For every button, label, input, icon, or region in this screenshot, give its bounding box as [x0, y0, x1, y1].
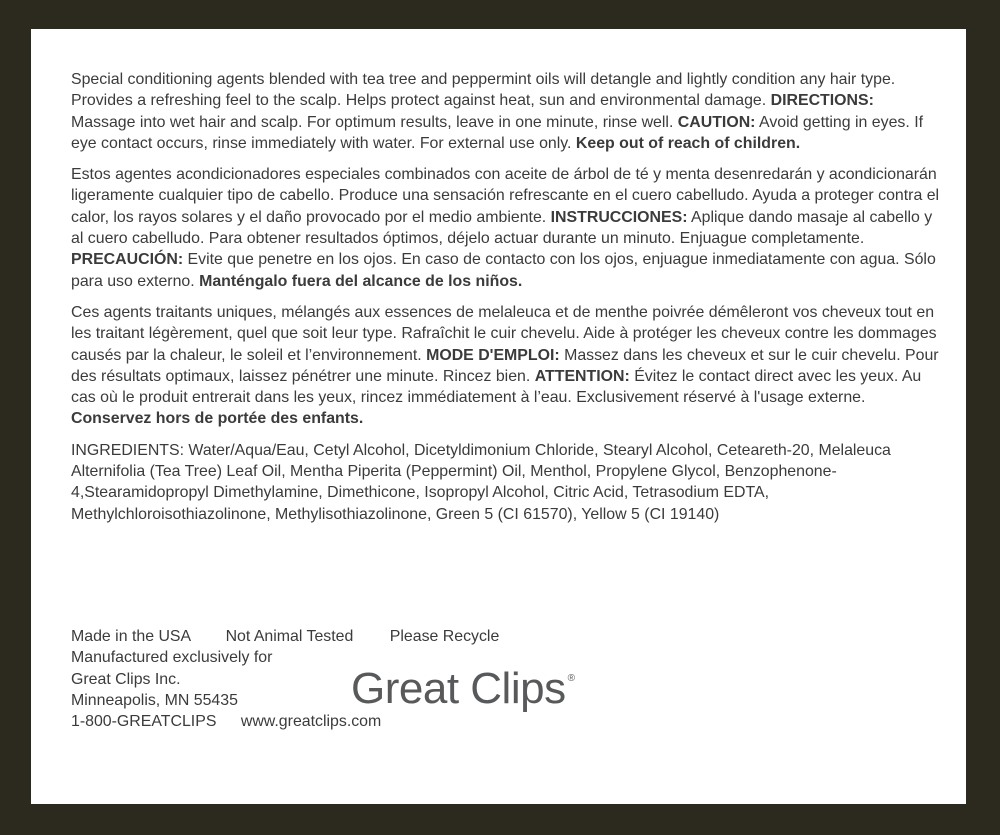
french-intro: Ces agents traitants uniques, mélangés aux essences de melaleuca et de menthe poivrée démêleront vos cheveux tout en les traitant légèrement, quel que soit leur type. Rafraîchit le cuir chevelu. Aide à protéger les cheveux contre les dommages causés par la chaleur, le soleil et l’environnement. [71, 303, 937, 364]
caution-label: CAUTION: [677, 113, 756, 131]
french-section [71, 302, 941, 430]
product-label [31, 29, 966, 804]
great-clips-logo [351, 664, 574, 714]
company-address: Minneapolis, MN 55435 [71, 691, 238, 709]
directions-text: Massage into wet hair and scalp. For optimum results, leave in one minute, rinse well. [71, 113, 674, 131]
label-text [71, 69, 941, 535]
website-link: www.greatclips.com [240, 713, 382, 731]
ingredients-list: INGREDIENTS: Water/Aqua/Eau, Cetyl Alcohol, Dicetyldimonium Chloride, Stearyl Alcohol, Ceteareth-20, Melaleuca Alternifolia (Tea Tree) Leaf Oil, Mentha Piperita (Peppermint) Oil, Menthol, Propylene Glycol, Benzophenone-4,Stearamidopropyl Dimethylamine, Dimethicone, Isopropyl Alcohol, Citric Acid, Tetrasodium EDTA, Methylchloroisothiazolinone, Methylisothiazolinone, Green 5 (CI 61570), Yellow 5 (CI 19140) [71, 441, 891, 523]
caution-text: Avoid getting in eyes. If eye contact occurs, rinse immediately with water. For external use only. [71, 113, 924, 152]
attention-text: Évitez le contact direct avec les yeux. Au cas où le produit entrerait dans les yeux, rincez immédiatement à l’eau. Exclusivement réservé à l'usage externe. [71, 367, 922, 407]
precaution-label: PRECAUCIÓN: [71, 251, 184, 269]
spanish-section [71, 164, 941, 292]
directions-label: DIRECTIONS: [770, 92, 874, 110]
mode-emploi-label: MODE D'EMPLOI: [426, 346, 560, 364]
registered-mark: ® [567, 673, 575, 684]
english-intro: Special conditioning agents blended with tea tree and peppermint oils will detangle and lightly condition any hair type. Provides a refreshing feel to the scalp. Helps protect against heat, sun and environmental damage. [71, 71, 896, 110]
instructions-label: INSTRUCCIONES: [550, 208, 688, 226]
please-recycle: Please Recycle [389, 628, 500, 645]
made-in-usa: Made in the USA [71, 628, 192, 645]
spanish-keep-out-warning: Manténgalo fuera del alcance de los niños. [199, 272, 523, 290]
not-animal-tested: Not Animal Tested [225, 628, 354, 645]
french-keep-out-warning: Conservez hors de portée des enfants. [71, 410, 364, 428]
english-section [71, 69, 941, 154]
footer-claims-row [71, 626, 499, 647]
contact-row [71, 711, 499, 732]
logo-text: Great Clips [351, 664, 566, 713]
spanish-intro: Estos agentes acondicionadores especiales combinados con aceite de árbol de té y menta desenredarán y acondicionarán ligeramente cualquier tipo de cabello. Produce una sensación refrescante en el cuero cabelludo. Ayuda a proteger contra el calor, los rayos solares y el daño provocado por el medio ambiente. [71, 166, 940, 226]
precaution-text: Evite que penetre en los ojos. En caso de contacto con los ojos, enjuague inmediatamente con agua. Sólo para uso externo. [71, 251, 936, 290]
attention-label: ATTENTION: [534, 367, 630, 385]
mode-emploi-text: Massez dans les cheveux et sur le cuir chevelu. Pour des résultats optimaux, laissez pénétrer une minute. Rincez bien. [71, 346, 939, 385]
company-name: Great Clips Inc. [71, 670, 181, 688]
phone-number: 1-800-GREATCLIPS [71, 713, 217, 731]
keep-out-warning: Keep out of reach of children. [575, 134, 801, 152]
instructions-text: Aplique dando masaje al cabello y al cuero cabelludo. Para obtener resultados óptimos, déjelo actuar durante un minuto. Enjuague completamente. [71, 208, 933, 248]
manufactured-line: Manufactured exclusively for [71, 649, 273, 667]
